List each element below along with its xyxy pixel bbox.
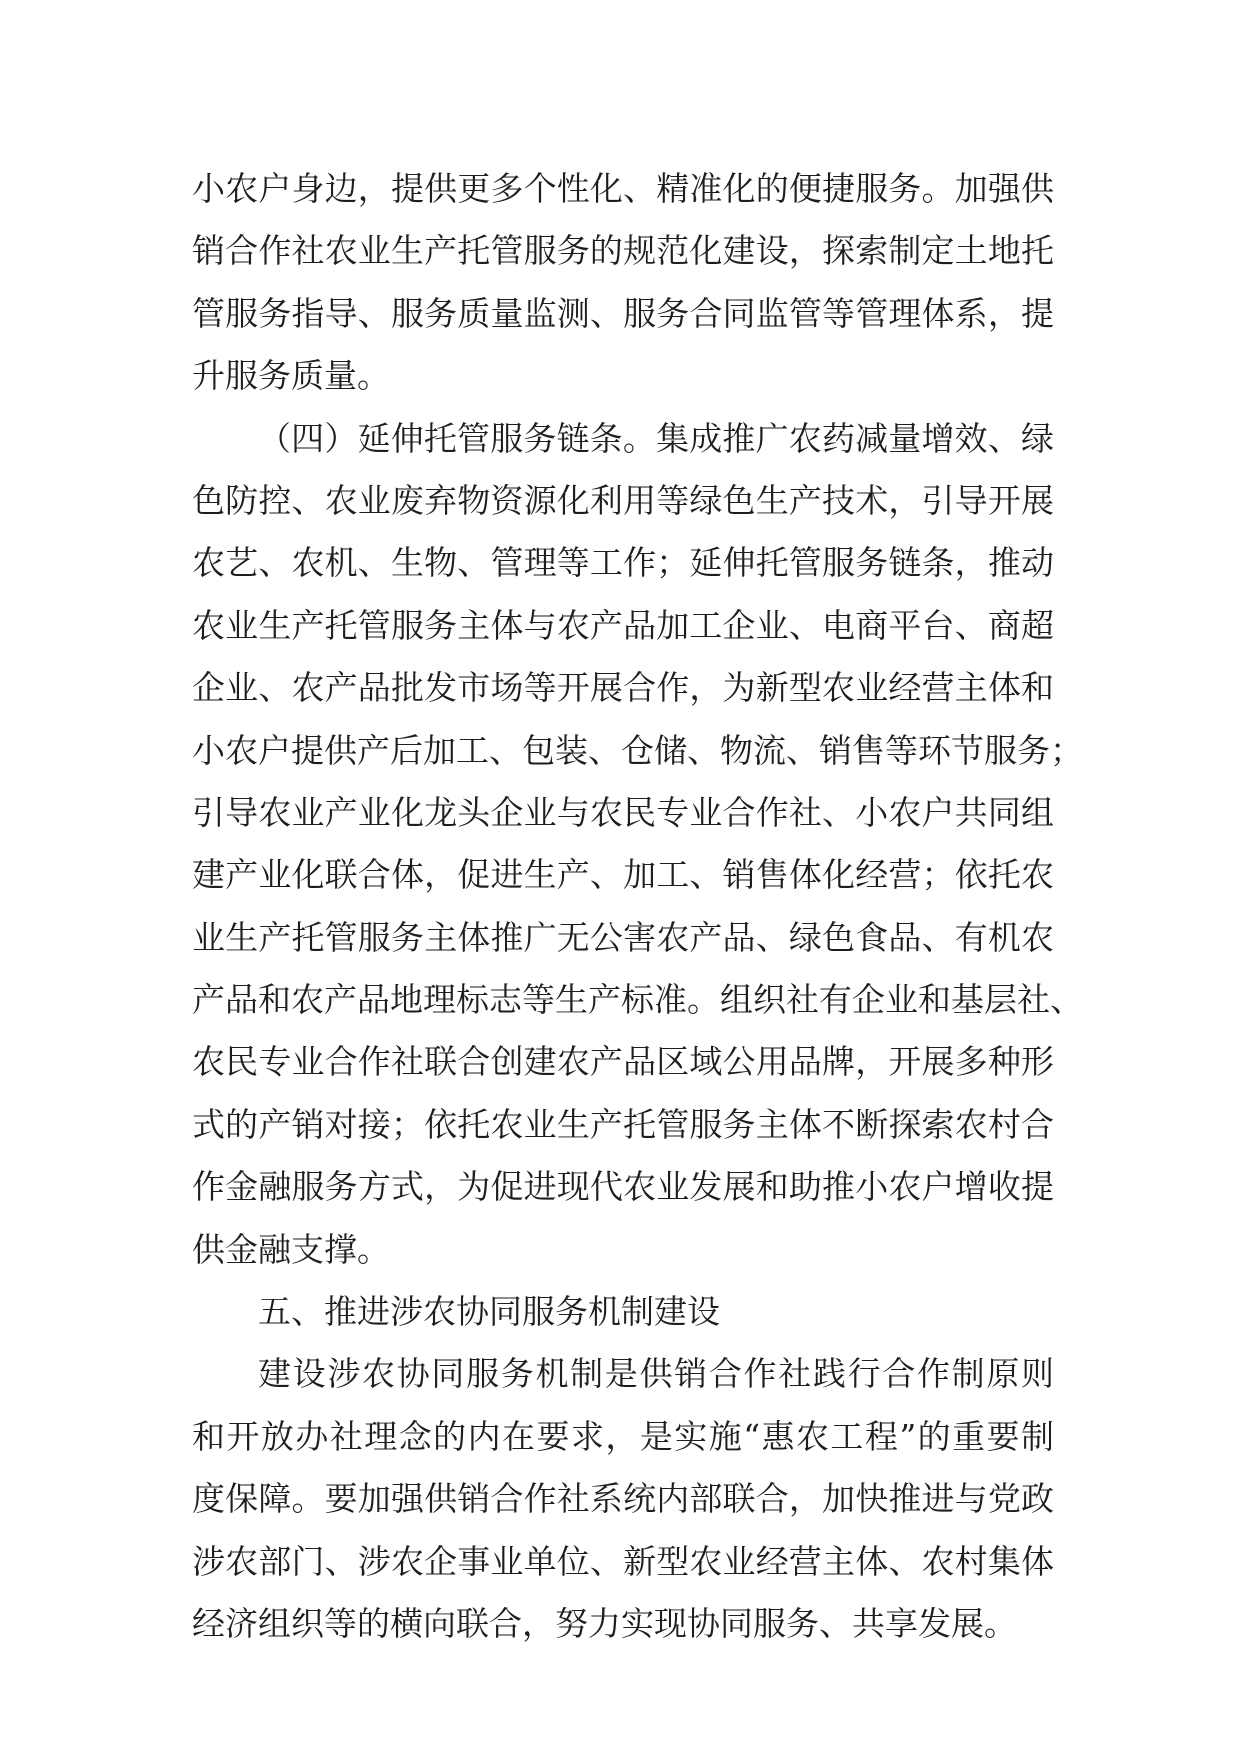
text-line: 式的产销对接；依托农业生产托管服务主体不断探索农村合 xyxy=(192,1104,1054,1144)
text-line: 业生产托管服务主体推广无公害农产品、绿色食品、有机农 xyxy=(192,917,1054,957)
text-line: 引导农业产业化龙头企业与农民专业合作社、小农户共同组 xyxy=(192,792,1054,832)
text-line: 建设涉农协同服务机制是供销合作社践行合作制原则 xyxy=(258,1354,1054,1394)
text-line: 企业、农产品批发市场等开展合作，为新型农业经营主体和 xyxy=(192,668,1054,708)
text-line: 和开放办社理念的内在要求，是实施“惠农工程”的重要制 xyxy=(192,1416,1054,1456)
text-line: 农民专业合作社联合创建农产品区域公用品牌，开展多种形 xyxy=(192,1042,1054,1082)
text-line: 作金融服务方式，为促进现代农业发展和助推小农户增收提 xyxy=(192,1167,1054,1207)
body-text xyxy=(192,158,1083,1655)
text-line: 升服务质量。 xyxy=(192,356,390,396)
text-line: 销合作社农业生产托管服务的规范化建设，探索制定土地托 xyxy=(192,231,1054,271)
text-line: 农业生产托管服务主体与农产品加工企业、电商平台、商超 xyxy=(192,605,1054,645)
text-line: （四）延伸托管服务链条。集成推广农药减量增效、绿 xyxy=(258,418,1054,458)
text-line: 管服务指导、服务质量监测、服务合同监管等管理体系，提 xyxy=(192,293,1054,333)
text-line: 经济组织等的横向联合，努力实现协同服务、共享发展。 xyxy=(192,1603,1017,1643)
text-line: 度保障。要加强供销合作社系统内部联合，加快推进与党政 xyxy=(192,1479,1054,1519)
text-line: 小农户身边，提供更多个性化、精准化的便捷服务。加强供 xyxy=(192,169,1054,208)
text-line: 农艺、农机、生物、管理等工作；延伸托管服务链条，推动 xyxy=(192,543,1054,583)
text-line: 涉农部门、涉农企事业单位、新型农业经营主体、农村集体 xyxy=(192,1541,1054,1581)
text-line: 五、推进涉农协同服务机制建设 xyxy=(258,1292,720,1332)
text-line: 小农户提供产后加工、包装、仓储、物流、销售等环节服务； xyxy=(192,730,1083,770)
text-line: 供金融支撑。 xyxy=(192,1229,390,1269)
text-line: 产品和农产品地理标志等生产标准。组织社有企业和基层社、 xyxy=(192,980,1083,1020)
text-line: 色防控、农业废弃物资源化利用等绿色生产技术，引导开展 xyxy=(192,480,1054,520)
text-line: 建产业化联合体，促进生产、加工、销售体化经营；依托农 xyxy=(192,855,1054,895)
